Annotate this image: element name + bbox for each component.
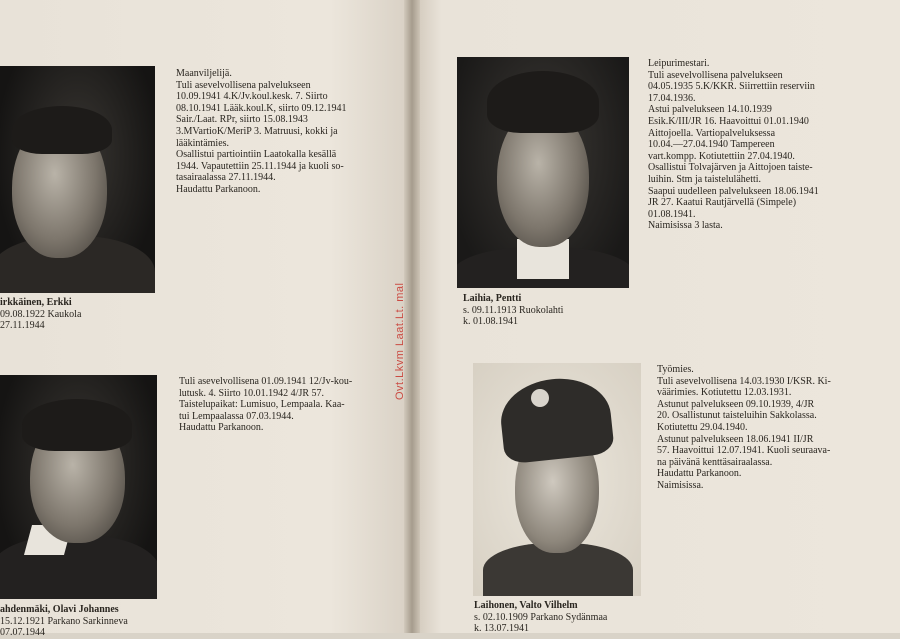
person-name: ahdenmäki, Olavi Johannes (0, 604, 119, 615)
biography-text: Leipurimestari. Tuli asevelvollisena palvelukseen 04.05.1935 5.K/KKR. Siirrettiin reserviin 17.04.1936. Astui palvelukseen 14.10.1939 Esik.K/III/JR 16. Haavoittui 01.01.1940 Aittojoella. Vartiopalveluksessa 10.04.—27.04.1940 Tampereen vart.kompp. Kotiutettiin 27.04.1940. Osallistui Tolvajärven ja Aittojoen taiste- luihin. Stm ja taistelulähetti. Saapui uudelleen palvelukseen 18.06.1941 JR 27. Kaatui Rautjärvellä (Simpele) 01.08.1941. Naimisissa 3 lasta. (648, 58, 819, 232)
entry-caption (474, 600, 674, 635)
biography-text: Maanviljelijä. Tuli asevelvollisena palvelukseen 10.09.1941 4.K/Jv.koul.kesk. 7. Siirto 08.10.1941 Lääk.koul.K, siirto 09.12.1941 Sair./Laat. RPr, siirto 15.08.1943 3.MVartioK/MeriP 3. Matruusi, kokki ja lääkintämies. Osallistui partiointiin Laatokalla kesällä 1944. Vapautettiin 25.11.1944 ja kuoli so- tasairaalassa 27.11.1944. Haudattu Parkanoon. (176, 68, 347, 195)
birth-line: s. 02.10.1909 Parkano Sydänmaa (474, 611, 608, 623)
death-line: k. 13.07.1941 (474, 623, 529, 634)
death-line: 07.07.1944 (0, 627, 45, 638)
birth-line: 15.12.1921 Parkano Sarkinneva (0, 615, 128, 627)
portrait-photo (457, 57, 629, 288)
entry-caption (463, 293, 643, 328)
person-name: Laihonen, Valto Vilhelm (474, 600, 578, 611)
death-line: 27.11.1944 (0, 320, 45, 331)
death-line: k. 01.08.1941 (463, 316, 518, 327)
portrait-photo (0, 66, 155, 293)
birth-line: 09.08.1922 Kaukola (0, 308, 82, 320)
biography-text: Tuli asevelvollisena 01.09.1941 12/Jv-kou- lutusk. 4. Siirto 10.01.1942 4/JR 57. Taistelupaikat: Lumisuo, Lempaala. Kaa- tui Lempaalassa 07.03.1944. Haudattu Parkanoon. (179, 376, 353, 434)
person-name: irkkäinen, Erkki (0, 297, 72, 308)
library-stamp: Ovt.Lkvm Laat.Lt. mal (394, 282, 406, 400)
person-name: Laihia, Pentti (463, 293, 522, 304)
birth-line: s. 09.11.1913 Ruokolahti (463, 304, 564, 316)
entry-caption (0, 604, 170, 639)
biography-text: Työmies. Tuli asevelvollisena 14.03.1930 I/KSR. Ki- väärimies. Kotiutettu 12.03.1931. Astunut palvelukseen 09.10.1939, 4/JR 20. Osallistunut taisteluihin Sakkolassa. Kotiutettu 29.04.1940. Astunut palvelukseen 18.06.1941 II/JR 57. Haavoittui 12.07.1941. Kuoli seuraava- na päivänä kenttäsairaalassa. Haudattu Parkanoon. Naimisissa. (657, 364, 831, 491)
portrait-photo (473, 363, 641, 596)
book-gutter (404, 0, 420, 633)
portrait-photo (0, 375, 157, 599)
entry-caption (0, 297, 155, 332)
